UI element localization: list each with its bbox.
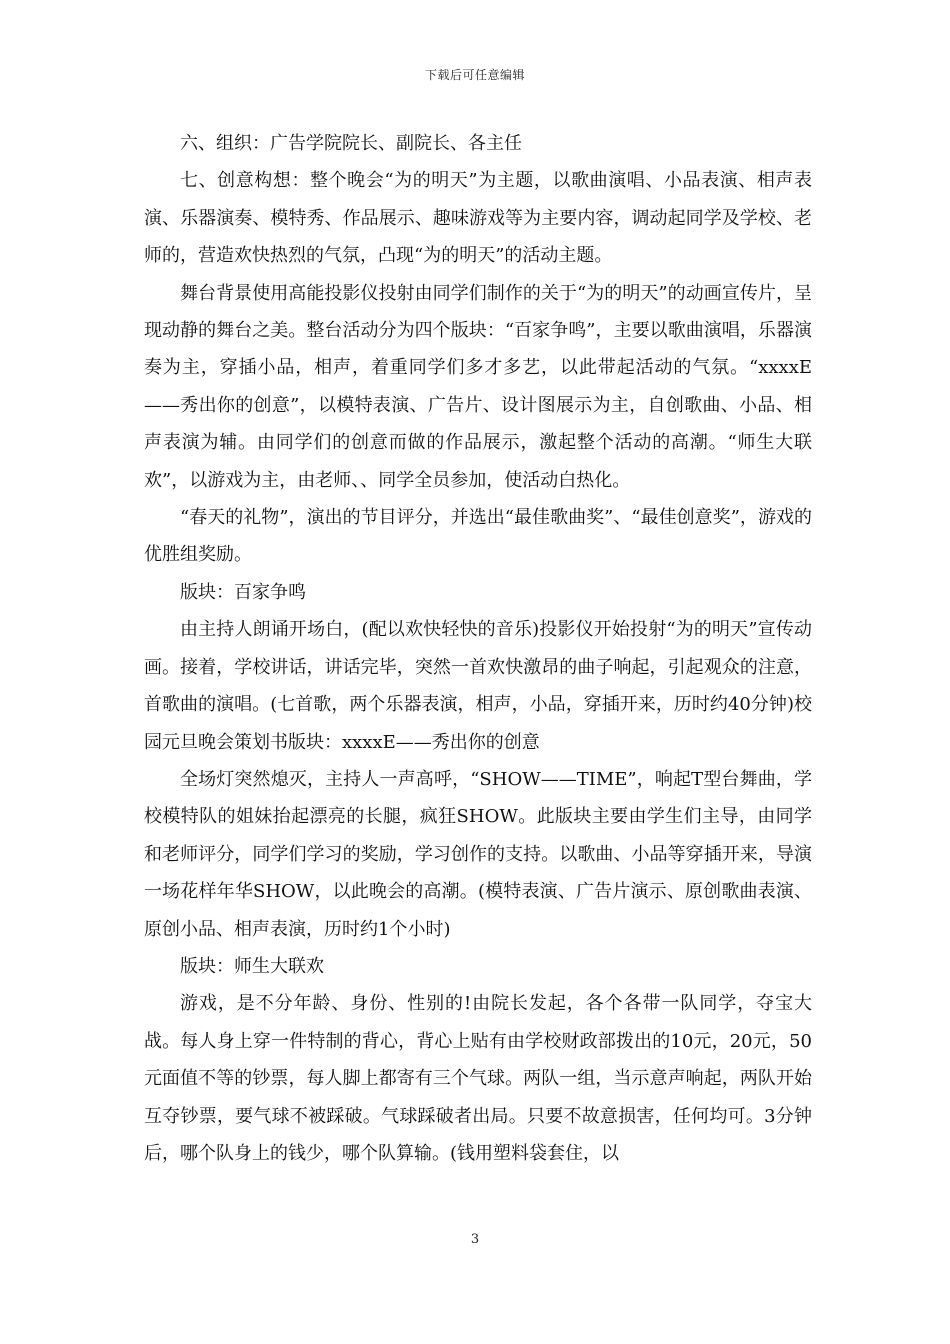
- paragraph-show-time: 全场灯突然熄灭，主持人一声高呼，“SHOW——TIME”，响起T型台舞曲，学校模特队的姐妹抬起漂亮的长腿，疯狂SHOW。此版块主要由学生们主导，由同学和老师评分，同学们学习的奖励，学习创作的支持。以歌曲、小品等穿插开来，导演一场花样年华SHOW，以此晚会的高潮。(模特表演、广告片演示、原创歌曲表演、原创小品、相声表演，历时约1个小时): [144, 768, 812, 940]
- section-heading-baijia: 版块：百家争鸣: [180, 581, 306, 603]
- paragraph-stage-background: 舞台背景使用高能投影仪投射由同学们制作的关于“为的明天”的动画宣传片，呈现动静的舞台之美。整台活动分为四个版块：“百家争鸣”，主要以歌曲演唱，乐器演奏为主，穿插小品，相声，着重同学们多才多艺，以此带起活动的气氛。“xxxxE——秀出你的创意”，以模特表演、广告片、设计图展示为主，自创歌曲、小品、相声表演为辅。由同学们的创意而做的作品展示，激起整个活动的高潮。“师生大联欢”，以游戏为主，由老师、、同学全员参加，使活动白热化。: [144, 282, 812, 491]
- paragraph-organization: 六、组织：广告学院院长、副院长、各主任: [180, 133, 522, 154]
- section-heading-teacher-student: 版块：师生大联欢: [180, 955, 324, 977]
- page-number: 3: [470, 1232, 480, 1247]
- paragraph-game: 游戏，是不分年龄、身份、性别的!由院长发起，各个各带一队同学，夺宝大战。每人身上穿一件特制的背心，背心上贴有由学校财政部拨出的10元，20元，50元面值不等的钞票，每人脚上都寄有三个气球。两队一组，当示意声响起，两队开始互夺钞票，要气球不被踩破。气球踩破者出局。只要不故意损害，任何均可。3分钟后，哪个队身上的钱少，哪个队算输。(钱用塑料袋套住，以: [144, 993, 812, 1164]
- paragraph-creative-concept: 七、创意构想：整个晚会“为的明天”为主题，以歌曲演唱、小品表演、相声表演、乐器演奏、模特秀、作品展示、趣味游戏等为主要内容，调动起同学及学校、老师的，营造欢快热烈的气氛，凸现“为的明天”的活动主题。: [144, 170, 812, 267]
- page-header: 下载后可任意编辑: [424, 68, 525, 82]
- paragraph-opening: 由主持人朗诵开场白，(配以欢快轻快的音乐)投影仪开始投射“为的明天”宣传动画。接着，学校讲话，讲话完毕，突然一首欢快激昂的曲子响起，引起观众的注意，首歌曲的演唱。(七首歌，两个乐器表演，相声，小品，穿插开来，历时约40分钟)校园元旦晚会策划书版块：xxxxE——秀出你的创意: [144, 619, 812, 753]
- document-body: [144, 125, 812, 1172]
- paragraph-spring-gift: “春天的礼物”，演出的节目评分，并选出“最佳歌曲奖”、“最佳创意奖”，游戏的优胜组奖励。: [144, 507, 812, 566]
